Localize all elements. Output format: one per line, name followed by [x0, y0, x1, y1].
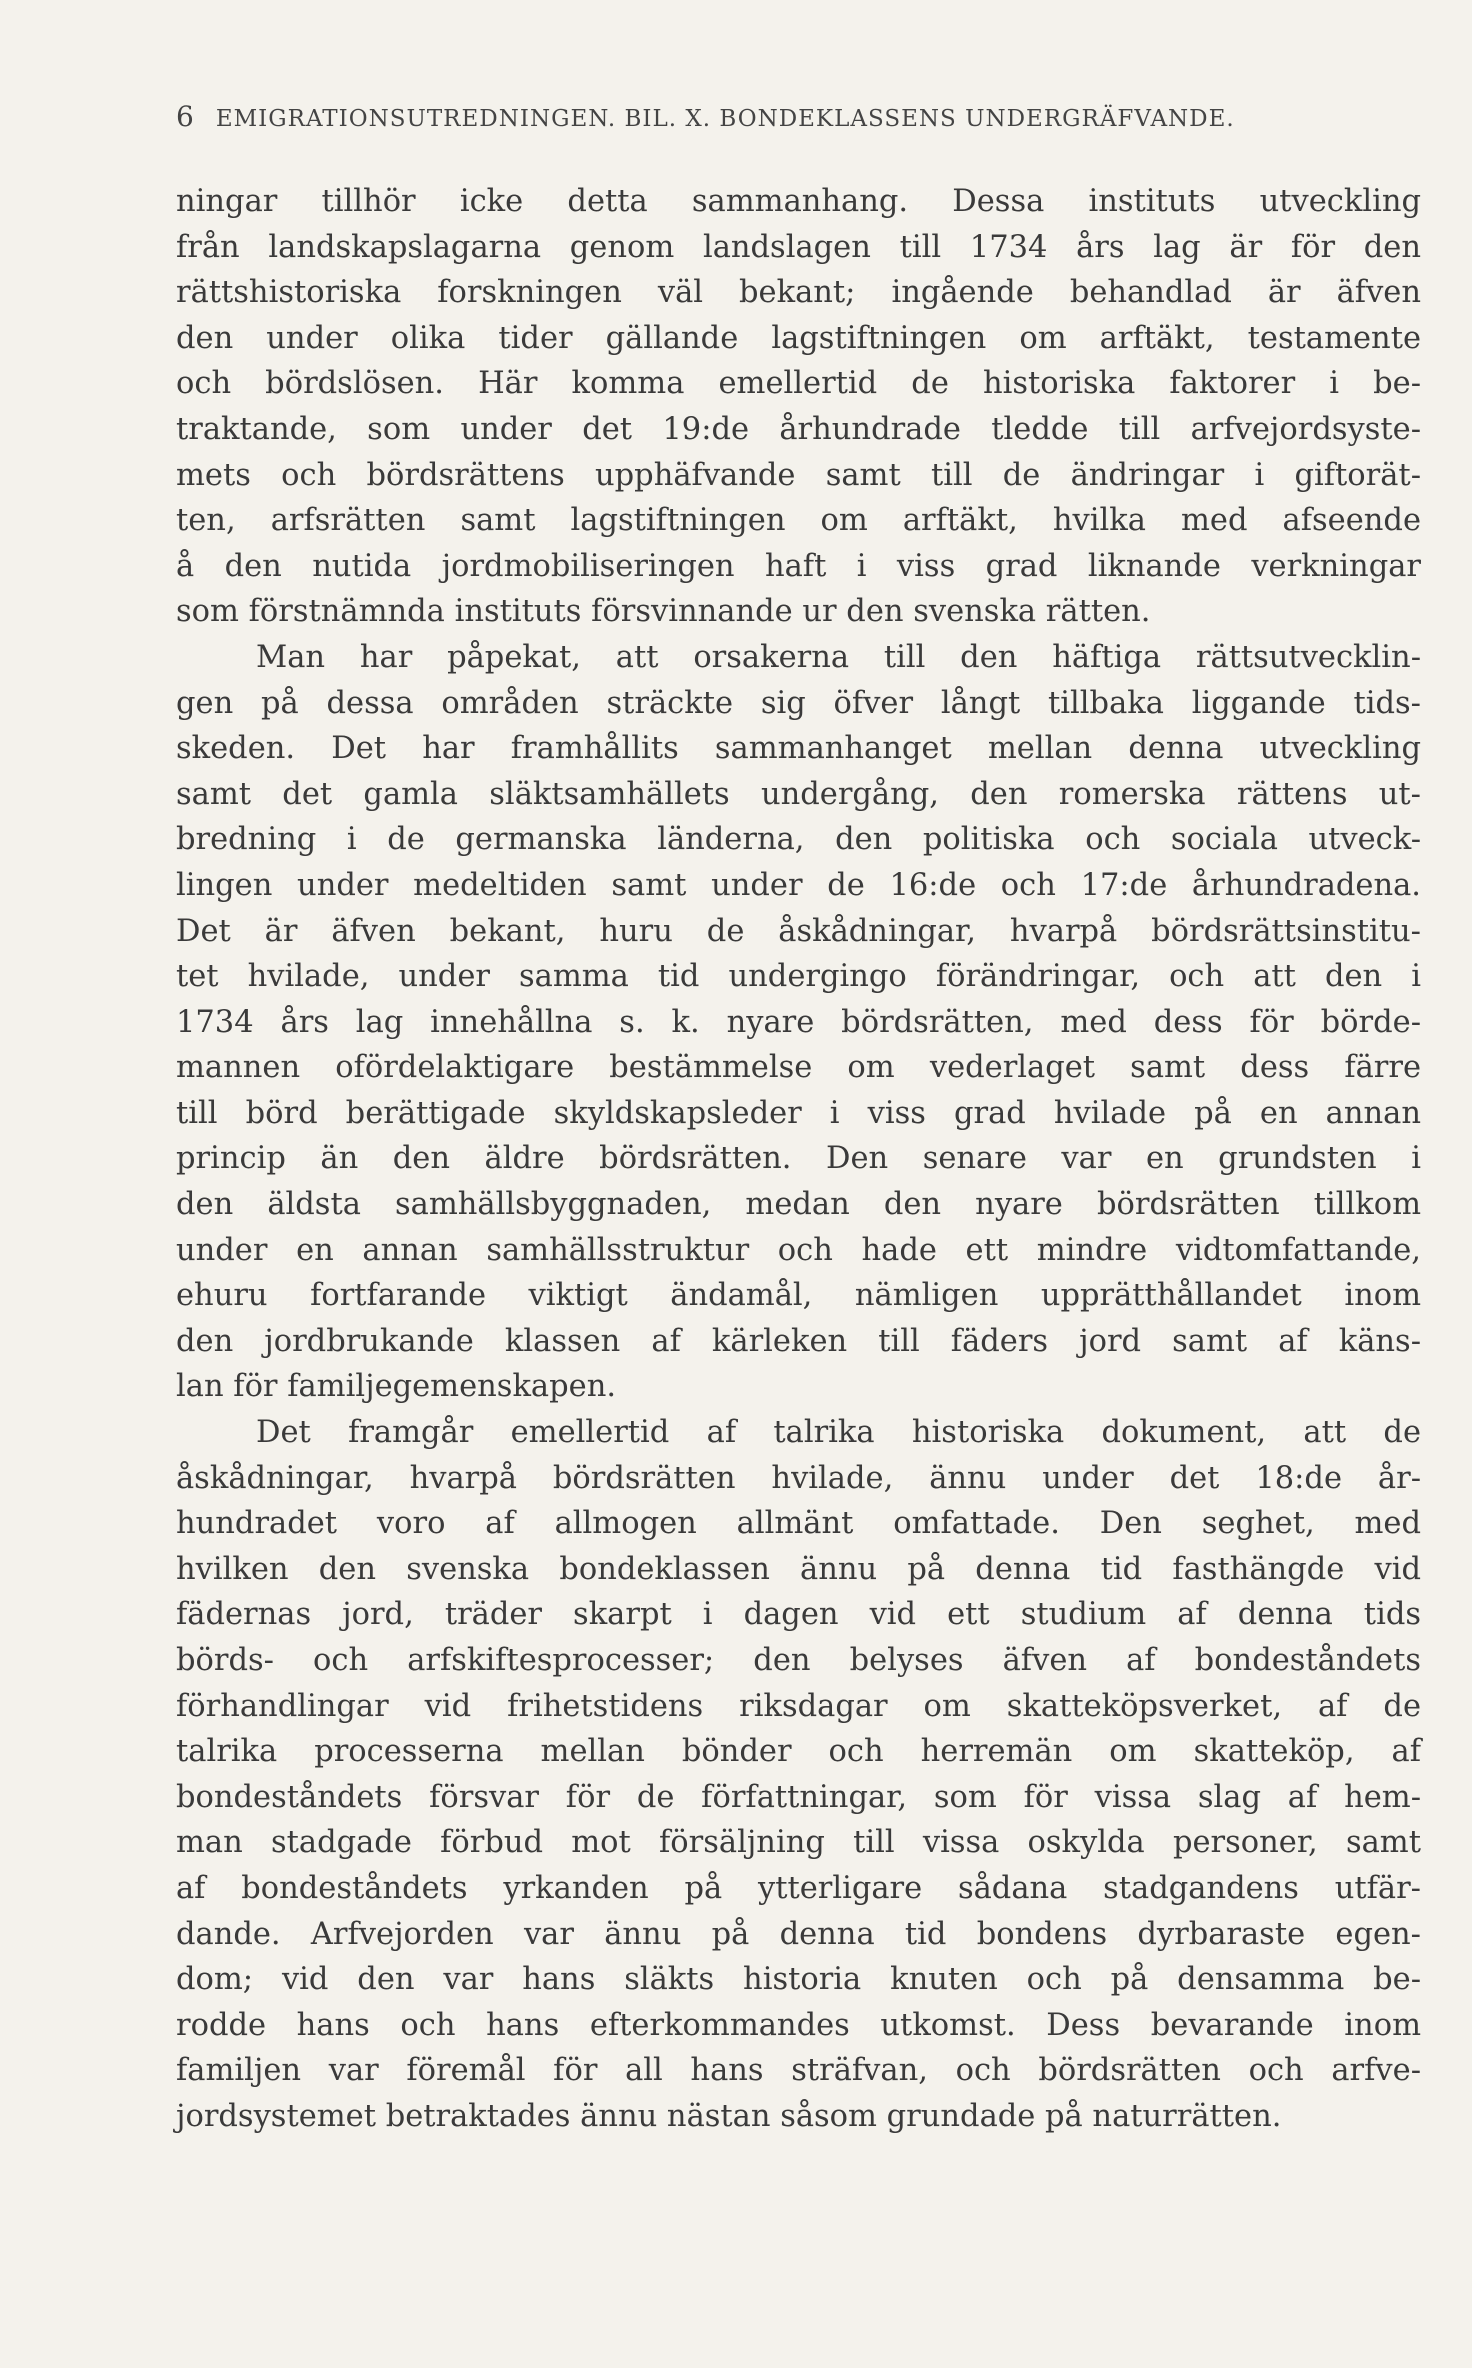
text-line: dom; vid den var hans släkts historia knuten och på densamma be-	[176, 1962, 1421, 1998]
paragraph-start-line: Det framgår emellertid af talrika historiska dokument, att de	[256, 1415, 1421, 1451]
text-line: från landskapslagarna genom landslagen till 1734 års lag är för den	[176, 229, 1421, 265]
text-line: den äldsta samhällsbyggnaden, medan den nyare bördsrätten tillkom	[176, 1187, 1421, 1223]
text-line: ehuru fortfarande viktigt ändamål, nämligen upprätthållandet inom	[176, 1278, 1421, 1314]
text-line: börds- och arfskiftesprocesser; den belyses äfven af bondeståndets	[176, 1643, 1421, 1678]
text-line: familjen var föremål för all hans sträfvan, och bördsrätten och arfve-	[176, 2053, 1421, 2089]
text-line: tet hvilade, under samma tid undergingo förändringar, och att den i	[176, 959, 1421, 995]
text-line: lingen under medeltiden samt under de 16:de och 17:de århundradena.	[176, 867, 1421, 903]
text-line: 1734 års lag innehållna s. k. nyare bördsrätten, med dess för börde-	[176, 1004, 1421, 1040]
text-line: traktande, som under det 19:de århundrade tledde till arfvejordsyste-	[176, 411, 1421, 447]
text-line: dande. Arfvejorden var ännu på denna tid bondens dyrbaraste egen-	[176, 1916, 1421, 1952]
text-line: hvilken den svenska bondeklassen ännu på denna tid fasthängde vid	[176, 1551, 1421, 1587]
text-line: gen på dessa områden sträckte sig öfver långt tillbaka liggande tids-	[176, 685, 1421, 721]
running-title: EMIGRATIONSUTREDNINGEN. BIL. X. BONDEKLASSENS UNDERGRÄFVANDE.	[215, 106, 1235, 132]
text-line: den under olika tider gällande lagstiftningen om arftäkt, testamente	[176, 320, 1421, 356]
text-line: och bördslösen. Här komma emellertid de historiska faktorer i be-	[176, 366, 1421, 402]
text-line: man stadgade förbud mot försäljning till vissa oskylda personer, samt	[176, 1825, 1421, 1861]
text-line: under en annan samhällsstruktur och hade ett mindre vidtomfattande,	[176, 1232, 1421, 1268]
text-line: samt det gamla släktsamhällets undergång, den romerska rättens ut-	[176, 776, 1421, 812]
page-number: 6	[176, 100, 194, 133]
text-line: af bondeståndets yrkanden på ytterligare sådana stadgandens utfär-	[176, 1870, 1421, 1906]
text-line: hundradet voro af allmogen allmänt omfattade. Den seghet, med	[176, 1506, 1421, 1542]
text-line: lan för familjegemenskapen.	[176, 1369, 617, 1405]
text-line: till börd berättigade skyldskapsleder i viss grad hvilade på en annan	[176, 1095, 1421, 1131]
text-line: jordsystemet betraktades ännu nästan såsom grundade på naturrätten.	[176, 2098, 1282, 2134]
text-line: ten, arfsrätten samt lagstiftningen om arftäkt, hvilka med afseende	[176, 503, 1421, 539]
text-line: Det är äfven bekant, huru de åskådningar, hvarpå bördsrättsinstitu-	[176, 913, 1421, 949]
text-line: mets och bördsrättens upphäfvande samt till de ändringar i giftorät-	[176, 457, 1421, 493]
text-line: rodde hans och hans efterkommandes utkomst. Dess bevarande inom	[176, 2007, 1421, 2043]
text-line: princip än den äldre bördsrätten. Den senare var en grundsten i	[176, 1141, 1421, 1177]
paragraph-start-line: Man har påpekat, att orsakerna till den häftiga rättsutvecklin-	[256, 639, 1421, 675]
text-line: åskådningar, hvarpå bördsrätten hvilade, ännu under det 18:de år-	[176, 1460, 1421, 1496]
text-line: som förstnämnda instituts försvinnande ur den svenska rätten.	[176, 594, 1151, 630]
body-text	[176, 179, 1421, 2140]
text-line: rättshistoriska forskningen väl bekant; ingående behandlad är äfven	[176, 275, 1421, 311]
text-line: bondeståndets försvar för de författningar, som för vissa slag af hem-	[176, 1779, 1421, 1815]
text-line: mannen ofördelaktigare bestämmelse om vederlaget samt dess färre	[176, 1050, 1421, 1086]
text-line: skeden. Det har framhållits sammanhanget mellan denna utveckling	[176, 731, 1421, 767]
text-line: ningar tillhör icke detta sammanhang. Dessa instituts utveckling	[176, 184, 1421, 219]
running-head	[176, 100, 1421, 133]
text-line: talrika processerna mellan bönder och herremän om skatteköp, af	[176, 1734, 1421, 1770]
text-line: bredning i de germanska länderna, den politiska och sociala utveck-	[176, 822, 1421, 858]
text-line: fädernas jord, träder skarpt i dagen vid ett studium af denna tids	[176, 1597, 1421, 1633]
text-line: den jordbrukande klassen af kärleken till fäders jord samt af käns-	[176, 1323, 1421, 1359]
text-line: förhandlingar vid frihetstidens riksdagar om skatteköpsverket, af de	[176, 1688, 1421, 1724]
text-line: å den nutida jordmobiliseringen haft i viss grad liknande verkningar	[176, 548, 1421, 584]
book-page	[176, 100, 1421, 2140]
